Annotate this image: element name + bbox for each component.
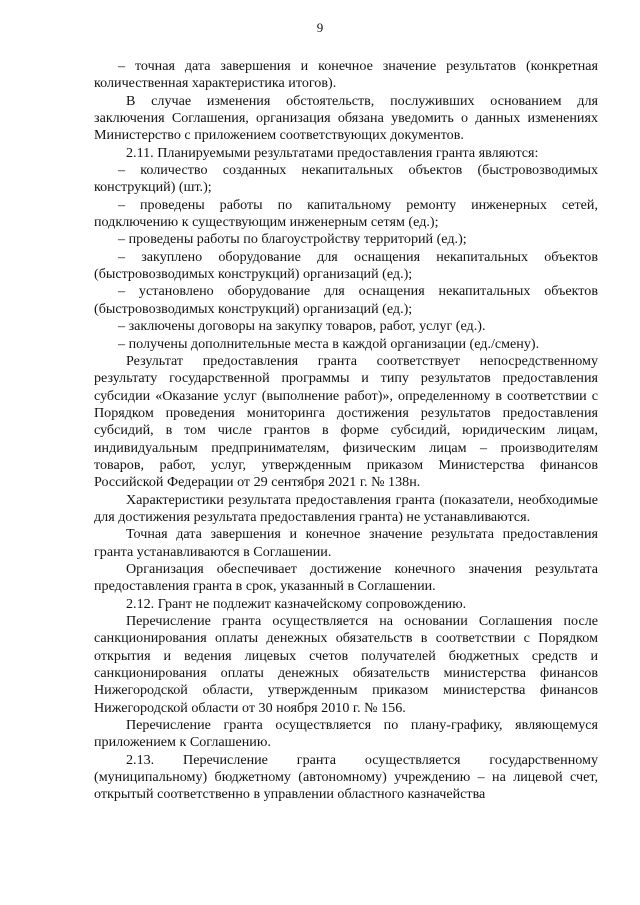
list-item-contracts: – заключены договоры на закупку товаров, работ, услуг (ед.). <box>118 318 486 335</box>
paragraph-section-2-12: 2.12. Грант не подлежит казначейскому сопровождению. <box>126 595 467 612</box>
paragraph-organization-ensures: Организация обеспечивает достижение конечного значения результата предоставления гранта в срок, указанный в Соглашении. <box>94 560 598 595</box>
paragraph-result-characteristics: Характеристики результата предоставления гранта (показатели, необходимые для достижения результата предоставления гранта) не устанавливаются. <box>94 491 598 525</box>
paragraph-section-2-11: 2.11. Планируемыми результатами предоставления гранта являются: <box>126 144 539 161</box>
paragraph-grant-transfer-basis: Перечисление гранта осуществляется на основании Соглашения после санкционирования оплаты денежных обязательств в соответствии с Порядком открытия и ведения лицевых счетов получателей бюджетных средств и санкционирования оплаты денежных обязательств министерства финансов Нижегородской области, утвержденным приказом министерства финансов Нижегородской области от 30 ноября 2010 г. № 156. <box>94 613 598 716</box>
paragraph-payment-schedule: Перечисление гранта осуществляется по плану-графику, являющемуся приложением к Соглашению. <box>94 717 598 751</box>
paragraph-grant-result: Результат предоставления гранта соответствует непосредственному результату государственной программы и типу результатов предоставления субсидии «Оказание услуг (выполнение работ)», определенному в соответствии с Порядком проведения мониторинга достижения результатов предоставления субсидий, в том числе грантов в форме субсидий, юридическим лицам, индивидуальным предпринимателям, физическим лицам – производителям товаров, работ, услуг, утвержденным приказом Министерства финансов Российской Федерации от 29 сентября 2021 г. № 138н. <box>94 352 598 491</box>
paragraph-completion-date: – точная дата завершения и конечное значение результатов (конкретная количественная характеристика итогов). <box>94 58 598 92</box>
page-number: 9 <box>316 20 324 35</box>
list-item-engineering-networks: – проведены работы по капитальному ремонту инженерных сетей, подключению к существующим инженерным сетям (ед.); <box>94 196 598 231</box>
list-item-equipment-purchased: – закуплено оборудование для оснащения некапитальных объектов (быстровозводимых конструкций) организаций (ед.); <box>94 248 598 283</box>
paragraph-section-2-13: 2.13. Перечисление гранта осуществляется государственному (муниципальному) бюджетному (автономному) учреждению – на лицевой счет, открытый соответственно в управлении областного казначейства <box>94 751 598 803</box>
list-item-landscaping: – проведены работы по благоустройству территорий (ед.); <box>118 231 467 248</box>
list-item-created-objects: – количество созданных некапитальных объектов (быстровозводимых конструкций) (шт.); <box>94 162 598 196</box>
list-item-equipment-installed: – установлено оборудование для оснащения некапитальных объектов (быстровозводимых конструкций) организаций (ед.); <box>94 283 598 317</box>
list-item-additional-places: – получены дополнительные места в каждой организации (ед./смену). <box>118 335 540 352</box>
paragraph-exact-date: Точная дата завершения и конечное значение результата предоставления гранта устанавливаются в Соглашении. <box>94 526 598 560</box>
paragraph-change-circumstances: В случае изменения обстоятельств, послуживших основанием для заключения Соглашения, организация обязана уведомить о данных изменениях Министерство с приложением соответствующих документов. <box>94 92 598 144</box>
document-body <box>94 58 598 804</box>
